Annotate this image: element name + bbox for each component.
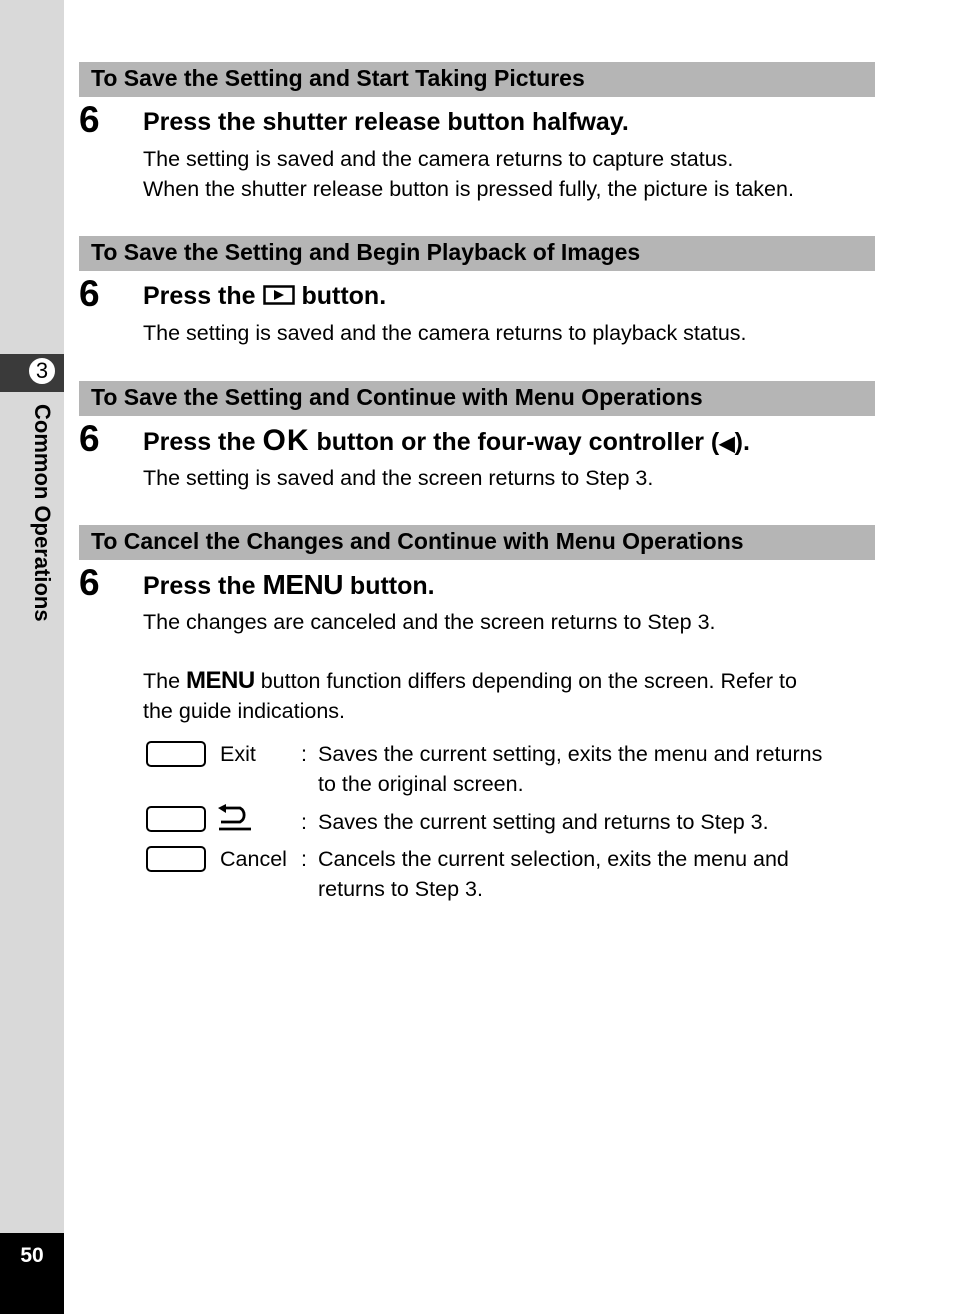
guide-key-box xyxy=(146,741,206,767)
note-text-part: The xyxy=(143,669,181,693)
guide-description: Saves the current setting, exits the menu and returns xyxy=(318,742,823,766)
step-number: 6 xyxy=(79,418,100,459)
step-number: 6 xyxy=(79,273,100,314)
step-number: 6 xyxy=(79,99,100,140)
section-heading-bar xyxy=(79,62,875,97)
guide-label: Exit xyxy=(220,742,256,766)
guide-colon: : xyxy=(301,847,307,871)
body-text: The setting is saved and the camera returns to playback status. xyxy=(143,321,747,345)
step-title: Press the shutter release button halfway. xyxy=(143,108,629,136)
guide-description: to the original screen. xyxy=(318,772,524,796)
step-title-text: button. xyxy=(349,572,435,600)
playback-icon xyxy=(263,285,295,305)
note-text-part: button function differs depending on the screen. Refer to xyxy=(260,669,797,693)
menu-button-glyph: MENU xyxy=(186,667,255,694)
guide-colon: : xyxy=(301,742,307,766)
step-title xyxy=(143,281,386,311)
step-title-text: button or the four-way controller ( xyxy=(316,428,720,456)
note-text: the guide indications. xyxy=(143,699,346,723)
guide-colon: : xyxy=(301,810,307,834)
body-text: The setting is saved and the screen returns to Step 3. xyxy=(143,466,654,490)
body-text: The setting is saved and the camera returns to capture status. xyxy=(143,147,734,171)
guide-description: returns to Step 3. xyxy=(318,877,483,901)
step-title xyxy=(143,426,750,459)
chapter-title: Common Operations xyxy=(30,404,55,622)
page-number: 50 xyxy=(20,1244,44,1267)
guide-description: Saves the current setting and returns to Step 3. xyxy=(318,810,769,834)
step-title-text: Press the xyxy=(143,572,256,600)
guide-key-box xyxy=(146,806,206,832)
step-title xyxy=(143,570,435,601)
body-text: The changes are canceled and the screen returns to Step 3. xyxy=(143,610,716,634)
guide-label: Cancel xyxy=(220,847,287,871)
section-heading-bar xyxy=(79,381,875,416)
step-title-text: ). xyxy=(734,428,750,456)
return-arrow-icon xyxy=(218,804,254,832)
step-title-text: Press the xyxy=(143,282,256,310)
note-text xyxy=(143,666,797,696)
menu-button-glyph: MENU xyxy=(262,569,343,600)
section-heading-bar xyxy=(79,525,875,560)
left-arrow-icon: ◀ xyxy=(719,433,735,455)
body-text: When the shutter release button is pressed fully, the picture is taken. xyxy=(143,177,794,201)
guide-description: Cancels the current selection, exits the menu and xyxy=(318,847,789,871)
guide-key-box xyxy=(146,846,206,872)
step-title-text: Press the xyxy=(143,428,256,456)
section-heading-bar xyxy=(79,236,875,271)
section-heading: To Save the Setting and Start Taking Pictures xyxy=(91,65,585,91)
chapter-number: 3 xyxy=(27,356,57,386)
ok-button-glyph: OK xyxy=(262,424,310,457)
section-heading: To Cancel the Changes and Continue with Menu Operations xyxy=(91,528,744,554)
step-title-text: button. xyxy=(301,282,387,310)
step-number: 6 xyxy=(79,562,100,603)
section-heading: To Save the Setting and Continue with Menu Operations xyxy=(91,384,703,410)
section-heading: To Save the Setting and Begin Playback of Images xyxy=(91,239,641,265)
